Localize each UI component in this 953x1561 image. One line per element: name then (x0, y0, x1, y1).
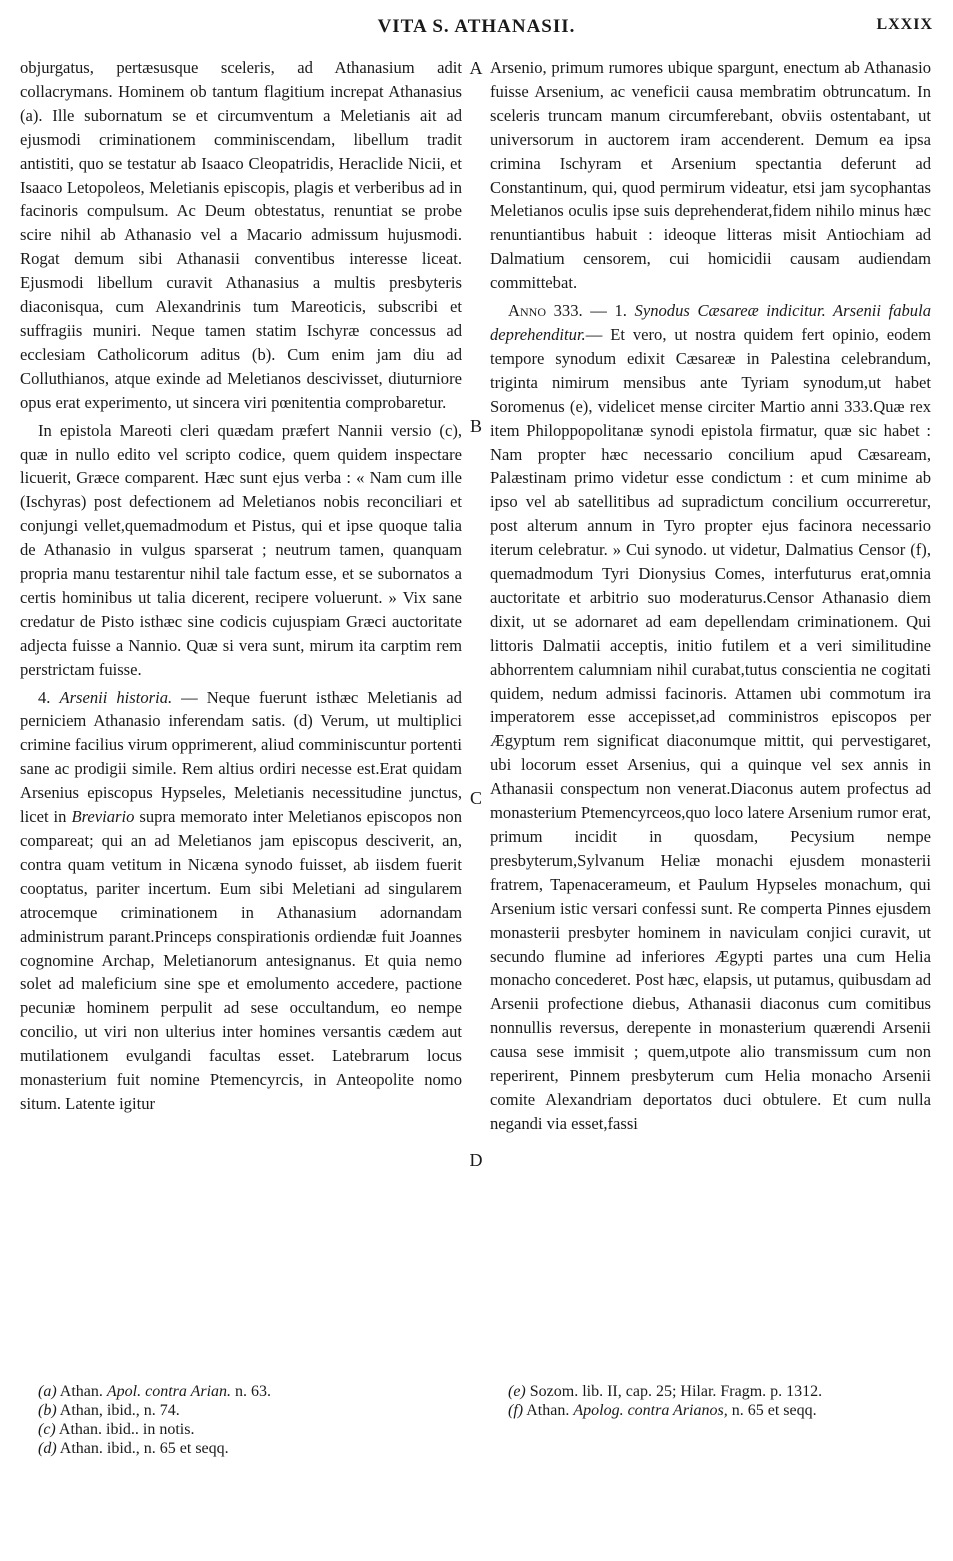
footnote-mark: (d) (38, 1440, 57, 1457)
footnote-title: Apol. contra Arian. (106, 1383, 232, 1400)
footnote-d (38, 1439, 458, 1458)
footnote-ref: n. 63. (235, 1383, 272, 1400)
right-paragraph-2 (490, 299, 931, 1136)
left-paragraph-3 (20, 686, 462, 1116)
breviario-ref: Breviario (71, 807, 135, 827)
right-column (490, 56, 931, 1136)
left-paragraph-1: objurgatus, pertæsusque sceleris, ad Athanasium adit collacrymans. Hominem ob tantum flagitium increpat Athanasius (a). Ille subornatum se et circumventum a Meletianis ait ad ejusmodi criminationem comminiscendam, libellum tradit antistiti, quo se testatur ab Isaaco Cleopatridis, Heraclide Nicii, et Isaaco Letopoleos, Meletianis episcopis, plagis et verberibus ad in facinoris compulsum. Ac Deum obtestatus, renuntiat se probe scire nihil ab Athanasio vel a Macario admissum hujusmodi. Rogat demum sibi Athanasii conventibus interesse liceat. Ejusmodi libellum curavit Athanasius a multis presbyteris diaconisqua, cum Alexandrinis tum Mareoticis, subscribi et suffragiis muniri. Neque tamen statim Ischyræ concessus ad ecclesiam Catholicorum aditus (b). Cum enim jam diu ad Colluthianos, atque exinde ad Meletianos descivisset, diuturniore opus erat experimento, ut sincera viri pœnitentia comprobaretur. (20, 58, 462, 412)
page-header (20, 14, 933, 40)
footnote-mark: (c) (38, 1421, 56, 1438)
footnote-text: Athan. (526, 1402, 570, 1419)
footnote-mark: (f) (508, 1402, 524, 1419)
footnote-text: Athan. ibid., n. 65 et seqq. (59, 1440, 229, 1457)
footnote-text: Athan. ibid.. in notis. (58, 1421, 195, 1438)
margin-letter-a: A (469, 58, 483, 78)
right-paragraph-1: Arsenio, primum rumores ubique spargunt, enectum ab Athanasio fuisse Arsenium, ac veneficii causa membratim obtruncatum. In sceleris truncam manum circumferebant, obviis ostentabant, ut universorum in auctorem iram accenderent. Demum ea ipsa crimina Ischyram et Arsenium spectantia deferunt ad Constantinum, qui, quod permirum videatur, etsi jam sycophantas Meletianos oculis ipse suis deprehenderat,fidem nihilo minus hæc renuntiantibus habuit : ideoque litteras misit Antiochiam ad Dalmatium censorem, cui homicidii causam audiendam committebat. (490, 58, 931, 293)
left-paragraph-2: In epistola Mareoti cleri quædam præfert Nannii versio (c), quæ in nullo edito vel scripto codice, quem quidem inspectare licuerit, Græce comparent. Hæc sunt ejus verba : « Nam cum ille (Ischyras) post defectionem ad Meletianos nobis reconciliari et conjungi vellet,quemadmodum et Pistus, qui et ipse quoque talia de Athanasio in vulgus sparserat ; neutrum tamen, quanquam propria manu testarentur nihil tale factum esse, et se subornatos a certis hominibus ut talia dicerent, recipere voluerunt. » Vix sane credatur de Pisto isthæc sine codicis cujuspiam Græci auctoritate adjecta fuisse a Nannio. Quæ si vera sunt, mirum ita carptim rem perstrictam fuisse. (20, 420, 462, 679)
footnote-mark: (b) (38, 1402, 57, 1419)
section-heading: Arsenii historia. (59, 687, 173, 707)
footnote-text: Athan, ibid., n. 74. (59, 1402, 180, 1419)
margin-letter-d: D (469, 1150, 483, 1170)
footnotes-right (508, 1382, 933, 1420)
footnote-mark: (a) (38, 1383, 57, 1400)
section-text: — Neque fuerunt isthæc Meletianis ad perniciem Athanasio inferendam satis. (d) Verum, ut multiplici crimine facilius virum opprimerent, aliud comminiscuntur portenti sane ac prodigii simile. Rem altius ordiri necesse est.Erat quidam Arsenius episcopus Hypseles, Meletianis necessitudine junctus, licet in (20, 687, 462, 827)
footnote-text: Athan. (59, 1383, 103, 1400)
section-number: 4. (38, 687, 51, 707)
margin-letter-b: B (469, 416, 482, 436)
margin-letter-c: C (469, 788, 482, 808)
footnote-ref: n. 65 et seqq. (731, 1402, 817, 1419)
footnotes-left (38, 1382, 458, 1458)
running-title: VITA S. ATHANASII. (377, 16, 576, 37)
footnote-text: Sozom. lib. II, cap. 25; Hilar. Fragm. p. 1312. (529, 1383, 823, 1400)
footnote-title: Apolog. contra Arianos, (573, 1402, 728, 1419)
synodus-text: — Et vero, ut nostra quidem fert opinio, eodem tempore synodum edixit Cæsareæ in Palestina celebrandum, triginta nimirum mensibus ante Tyriam synodum,ut habet Soromenus (e), videlicet mense circiter Martio anni 333.Quæ rex item Philoppopolitanæ synodi epistola firmatur, quæ sic habet : Nam propter hæc necessario concilium apud Cæsaream, Palæstinam primo videtur esse condictum : et cum minime ab ipso vel ab satellitibus ad supradictum concilium occurreretur, post alterum annum in Tyro propter ejus facinora necessario iterum celebratur. » Cui synodo. ut videtur, Dalmatius Censor (f), quemadmodum Tyri Dionysius Comes, interfuturus erat,omnia auctoritate et arbitrio suo moderaturus.Censor Athanasio diem dixit, ut se adornaret ad eam depellendam criminationem. Qui littoris Dalmatii acceptis, initio futilem et a veri similitudine abhorrentem calumniam nihil curabat,tutus conscientia ne cogitati quidem, nedum admissi facinoris. Attamen ubi commotum ira imperatorem esse accepisset,ad comministros episcopos per Ægyptum rem significat diaconumque mittit, qui pervestigaret, ubi locorum esset Arsenius, qui a quinque vel sex annis in Athanasii conspectum non venerat.Diaconus autem profectus ad monasterium Ptemencyrceos,quo loco latere Arsenium rumor erat, primum incidit in quosdam, Pecysium nempe presbyterum,Sylvanum Heliæ monachi ejusdem monasterii fratrem, Tapenacerameum, et Paulum Hypseles monachum, qui Arsenium istic versari confessi sunt. Re comperta Pinnes ejusdem monasterii presbyter hominem in naviculam conjici curavit, ut secundo flumine ad inferiores Ægypti partes una cum Helia monacho concederet. Post hæc, elapsis, ut putamus, quibusdam ad Arsenii profectione diebus, Athanasii diaconus cum comitibus nonnullis reversus, derepente in monasterium quærendi Arsenii causa sese immisit ; quem,utpote alio transmissum cum non reperirent, Pinnem presbyterum cum Helia monacho Arsenii comite Alexandriam deportatos duci obtulere. Et cum nulla negandi via esset,fassi (490, 324, 931, 1133)
section-text-continued: supra memorato inter Meletianos episcopos non compareat; qui an ad Meletianos jam episcopus desciverit, an, contra quam vetitum in Nicæna synodo fuisset, ab iisdem fuerit cooptatus, pariter incertum. Eum sibi Meletiani ad singularem atrocemque criminationem in Athanasium adornandam administrum parant.Princeps conspirationis ordiendæ fuit Joannes cognomine Archap, Meletianorum antesignanus. Et quia nemo solet ad maleficium sine spe et emolumento accedere, pactione pecuniæ hominem perpulit ad sese occultandum, eo nempe concilio, ut viri non ulterius inter homines versantis cædem aut mutilationem evulgandi facultas esset. Latebrarum locus monasterium fuit nomine Ptemencyrcis, in Anteopolite nomo situm. Latente igitur (20, 807, 462, 1113)
footnote-mark: (e) (508, 1383, 526, 1400)
synodus-heading: Synodus Cæsareæ indicitur. Arsenii fabula deprehenditur. (490, 301, 931, 344)
page-number: LXXIX (876, 16, 933, 33)
footnote-c (38, 1420, 458, 1439)
footnote-b (38, 1401, 458, 1420)
footnote-f (508, 1401, 933, 1420)
anno-marker: Anno 333. — 1. (508, 301, 627, 321)
left-column (20, 56, 462, 1116)
footnote-a (38, 1382, 458, 1401)
footnote-e (508, 1382, 933, 1401)
